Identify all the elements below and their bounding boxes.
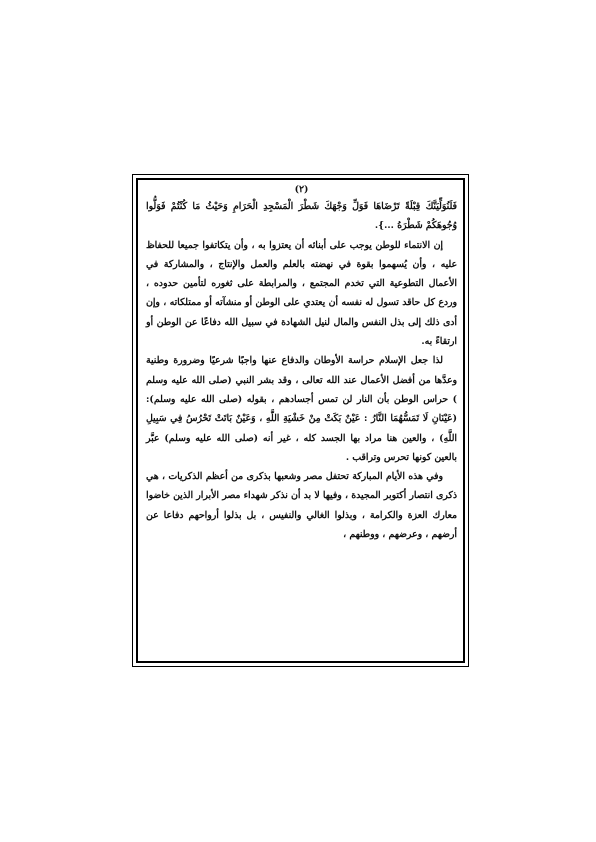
page-content bbox=[146, 183, 457, 544]
paragraph-guarding: لذا جعل الإسلام حراسة الأوطان والدفاع عنها واجبًا شرعيًا وضرورة وطنية وعدَّها من أفضل الأعمال عند الله تعالى ، وقد بشر النبي (صلى الله عليه وسلم ) حراس الوطن بأن النار لن تمس أجسادهم ، بقوله (صلى الله عليه وسلم): (عَيْنَانِ لَا تَمَسُّهُمَا النَّارُ : عَيْنٌ بَكَتْ مِنْ خَشْيَةِ اللَّهِ ، وَعَيْنٌ بَاتَتْ تَحْرُسُ فِي سَبِيلِ اللَّهِ) ، والعين هنا مراد بها الجسد كله ، غير أنه (صلى الله عليه وسلم) عبَّر بالعين كونها تحرس وتراقب . bbox=[146, 355, 457, 463]
paragraph-belonging: إن الانتماء للوطن يوجب على أبنائه أن يعتزوا به ، وأن يتكاتفوا جميعا للحفاظ عليه ، وأن يُسهموا بقوة في نهضته بالعلم والعمل والإنتاج ، والمشاركة في الأعمال التطوعية التي تخدم المجتمع ، والمرابطة على ثغوره لتأمين حدوده ، وردع كل حاقد تسول له نفسه أن يعتدي على الوطن أو منشآته أو ممتلكاته ، وإن أدى ذلك إلى بذل النفس والمال لنيل الشهادة في سبيل الله دفاعًا عن الوطن أو ارتقاءً به. bbox=[146, 239, 457, 348]
page-number: (٢) bbox=[294, 184, 309, 195]
paragraph-october: وفي هذه الأيام المباركة تحتفل مصر وشعبها بذكرى من أعظم الذكريات ، هي ذكرى انتصار أكتوبر المجيدة ، وفيها لا بد أن نذكر شهداء مصر الأبرار الذين خاضوا معارك العزة والكرامة ، وبذلوا الغالي والنفيس ، بل بذلوا أرواحهم دفاعا عن أرضهم ، وعرضهم ، ووطنهم ، bbox=[146, 471, 457, 541]
quran-verse: فَلَنُوَلِّيَنَّكَ قِبْلَةً تَرْضَاهَا فَوَلِّ وَجْهَكَ شَطْرَ الْمَسْجِدِ الْحَرَامِ وَحَيْثُ مَا كُنْتُمْ فَوَلُّوا وُجُوهَكُمْ شَطْرَهُ ...}. bbox=[146, 201, 457, 232]
